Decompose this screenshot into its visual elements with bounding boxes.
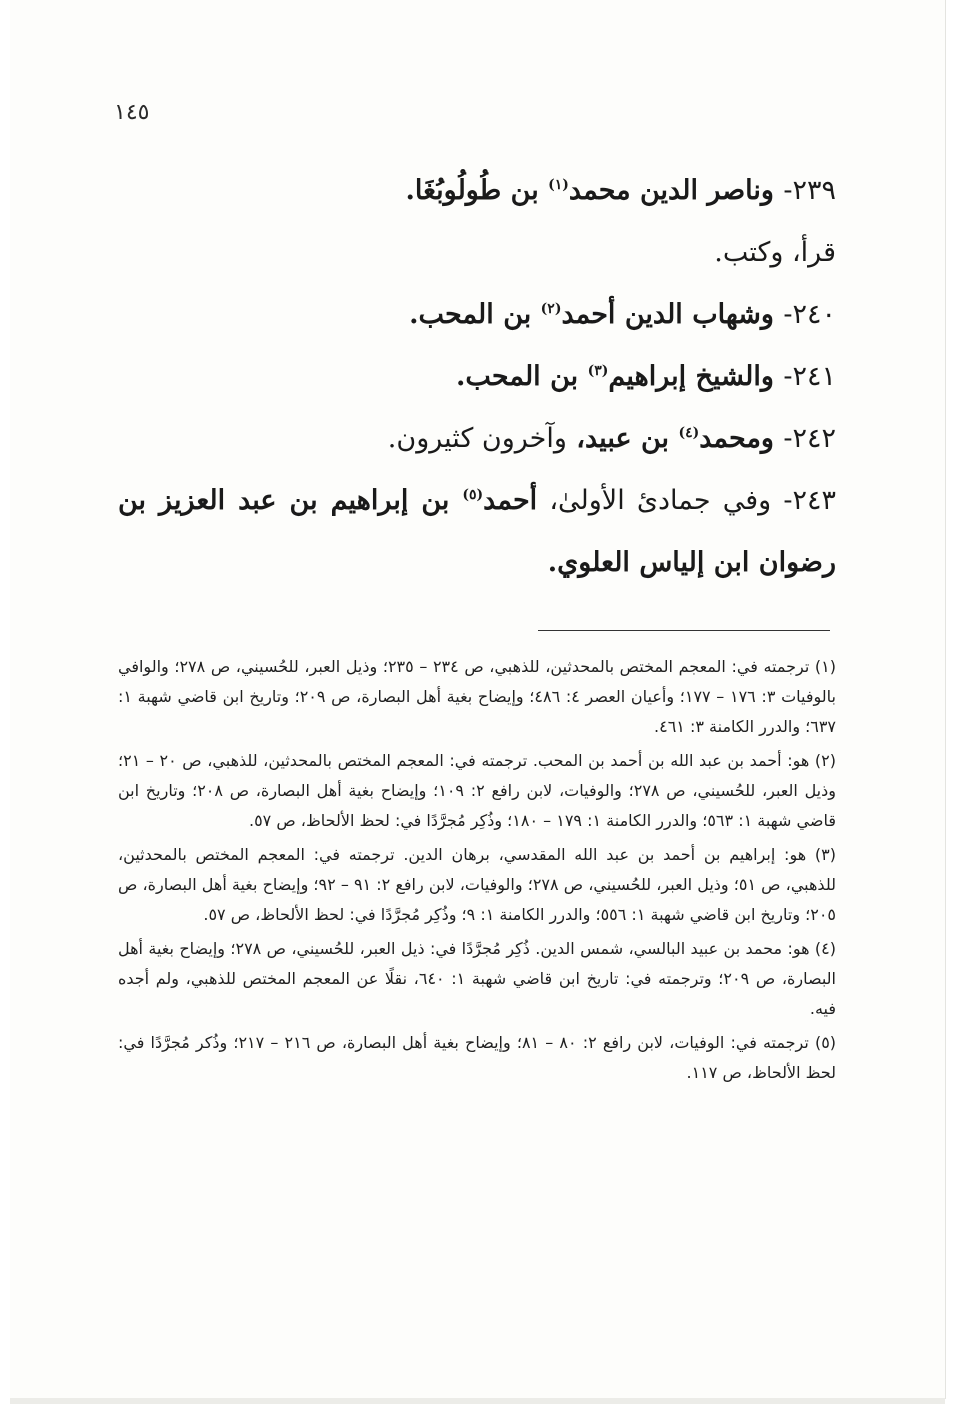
entry-number: ٢٤١- bbox=[783, 361, 836, 392]
entry-note-text: قرأ، وكتب. bbox=[714, 237, 836, 268]
footnote-3 bbox=[118, 840, 836, 930]
footnote-2 bbox=[118, 746, 836, 836]
footnotes bbox=[118, 652, 836, 1092]
footnote-id: (٢) bbox=[814, 751, 837, 770]
entry-number: ٢٤٣- bbox=[783, 485, 836, 516]
entry-240 bbox=[118, 284, 836, 346]
footnote-text: ترجمته في: الوفيات، لابن رافع ٢: ٨٠ – ٨١؛ وإيضاح بغية أهل البصارة، ص ٢١٦ – ٢١٧؛ وذُكر مُجرَّدًا في: لحظ الألحاظ، ص ١١٧. bbox=[118, 1033, 836, 1082]
page-number: ١٤٥ bbox=[114, 100, 150, 125]
entry-name: ومحمد bbox=[699, 423, 774, 454]
entry-lineage: بن إبراهيم بن عبد العزيز بن رضوان ابن إلياس العلوي. bbox=[118, 485, 836, 578]
footnote-text: ترجمته في: المعجم المختص بالمحدثين، للذهبي، ص ٢٣٤ – ٢٣٥؛ وذيل العبر، للحُسيني، ص ٢٧٨؛ والوافي بالوفيات ٣: ١٧٦ – ١٧٧؛ وأعيان العصر ٤: ٤٨٦؛ وإيضاح بغية أهل البصارة، ص ٢٠٩؛ وتاريخ ابن قاضي شهبة ١: ٦٣٧؛ والدرر الكامنة ٣: ٤٦١. bbox=[118, 657, 836, 736]
footnote-text: هو: محمد بن عبيد البالسي، شمس الدين. ذُكِر مُجرَّدًا في: ذيل العبر، للحُسيني، ص ٢٧٨؛ وإيضاح بغية أهل البصارة، ص ٢٠٩؛ وترجمته في: تاريخ ابن قاضي شهبة ١: ٦٤٠، نقلًا عن المعجم المختص للذهبي، ولم أجده فيه. bbox=[118, 939, 836, 1018]
entry-tail: وآخرون كثيرون. bbox=[387, 423, 567, 454]
footnote-ref[interactable]: (٣) bbox=[587, 363, 609, 379]
entry-name: وشهاب الدين أحمد bbox=[561, 299, 774, 330]
footnote-ref[interactable]: (٤) bbox=[678, 425, 700, 441]
page-bottom-edge bbox=[10, 1398, 945, 1404]
entry-number: ٢٤٢- bbox=[783, 423, 836, 454]
entry-lineage: بن المحب. bbox=[456, 361, 579, 392]
footnote-ref[interactable]: (١) bbox=[548, 177, 569, 193]
footnote-id: (٥) bbox=[814, 1033, 837, 1052]
footnote-id: (١) bbox=[814, 657, 837, 676]
footnote-id: (٣) bbox=[814, 845, 836, 864]
entry-lead: وفي جمادئ الأولىٰ، bbox=[549, 485, 772, 516]
entry-lineage: بن المحب. bbox=[409, 299, 532, 330]
footnote-separator bbox=[538, 630, 830, 631]
footnote-text: هو: إبراهيم بن أحمد بن عبد الله المقدسي، برهان الدين. ترجمته في: المعجم المختص بالمحدثين، للذهبي، ص ٥١؛ وذيل العبر، للحُسيني، ص ٢٧٨؛ والوفيات، لابن رافع ٢: ٩١ – ٩٢؛ وإيضاح بغية أهل البصارة، ص ٢٠٥؛ وتاريخ ابن قاضي شهبة ١: ٥٥٦؛ والدرر الكامنة ١: ٩؛ وذُكِر مُجرَّدًا في: لحظ الألحاظ، ص ٥٧. bbox=[118, 845, 836, 924]
footnote-1 bbox=[118, 652, 836, 742]
entry-lineage: بن عبيد، bbox=[576, 423, 670, 454]
footnote-ref[interactable]: (٥) bbox=[462, 487, 484, 503]
footnote-id: (٤) bbox=[814, 939, 837, 958]
entry-name: والشيخ إبراهيم bbox=[608, 361, 774, 392]
footnote-4 bbox=[118, 934, 836, 1024]
entry-243 bbox=[118, 470, 836, 594]
footnote-5 bbox=[118, 1028, 836, 1088]
main-text bbox=[118, 160, 836, 594]
entry-lineage: بن طُولُوبُغَا. bbox=[405, 175, 539, 206]
entry-239 bbox=[118, 160, 836, 222]
entry-241 bbox=[118, 346, 836, 408]
entry-name: أحمد bbox=[483, 485, 538, 516]
entry-name: وناصر الدين محمد bbox=[568, 175, 774, 206]
entry-number: ٢٣٩- bbox=[783, 175, 836, 206]
entry-number: ٢٤٠- bbox=[783, 299, 836, 330]
footnote-text: هو: أحمد بن عبد الله بن أحمد بن المحب. ترجمته في: المعجم المختص بالمحدثين، للذهبي، ص ٢٠ – ٢١؛ وذيل العبر، للحُسيني، ص ٢٧٨؛ والوفيات، لابن رافع ٢: ١٠٩؛ وإيضاح بغية أهل البصارة، ص ٢٠٨؛ وتاريخ ابن قاضي شهبة ١: ٥٦٣؛ والدرر الكامنة ١: ١٧٩ – ١٨٠؛ وذُكِر مُجرَّدًا في: لحظ الألحاظ، ص ٥٧. bbox=[118, 751, 836, 830]
entry-note bbox=[118, 222, 836, 284]
entry-242 bbox=[118, 408, 836, 470]
footnote-ref[interactable]: (٢) bbox=[540, 301, 562, 317]
